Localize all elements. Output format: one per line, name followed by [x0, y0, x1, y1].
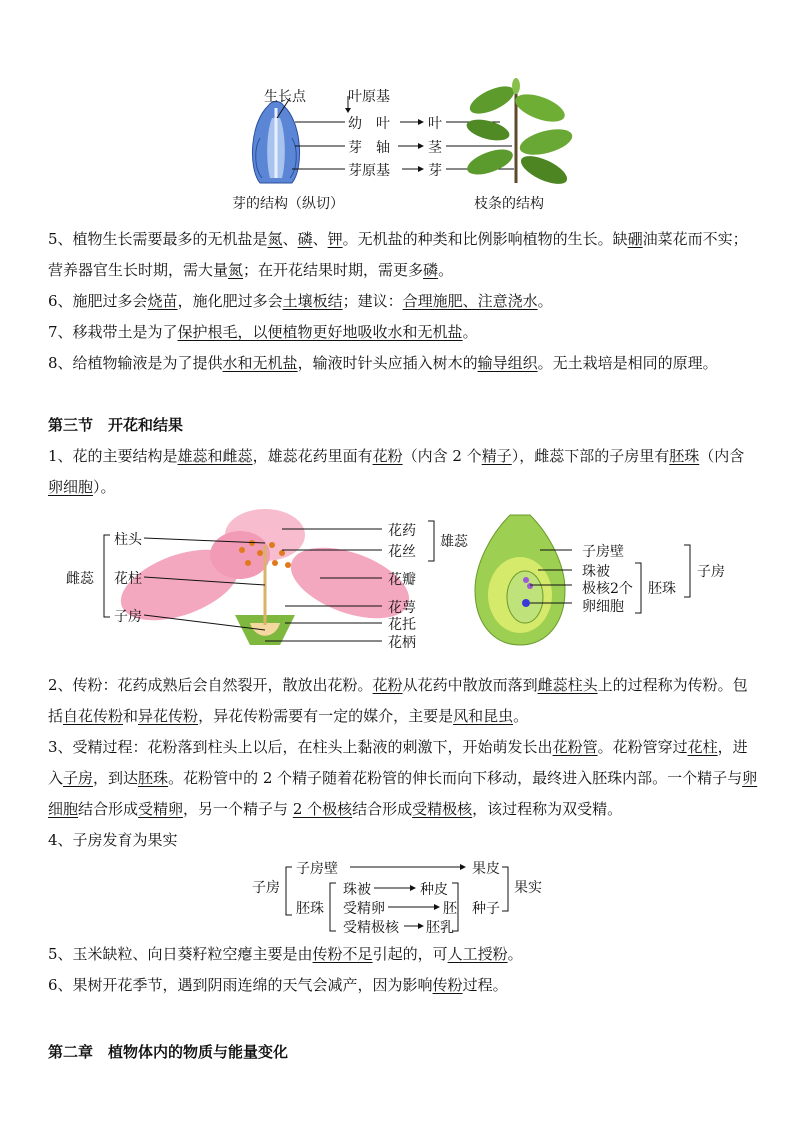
label-d-zygote: 受精卵 [343, 901, 385, 917]
underlined-answer: 传粉 [432, 976, 463, 994]
label-polar-nuclei: 极核2个 [582, 581, 633, 597]
text-segment: ，进入 [48, 738, 748, 787]
section-title-flowering: 第三节 开花和结果 [48, 416, 184, 434]
text-segment: 从花药中散放而落到 [402, 676, 538, 694]
underlined-answer: 胚珠 [669, 447, 700, 465]
text-segment: 和 [123, 707, 139, 725]
label-stigma: 柱头 [114, 532, 142, 548]
underlined-answer: 氮 [228, 261, 244, 279]
label-anther: 花药 [388, 523, 416, 539]
text-segment: ；在开花结果时期，需更多 [243, 261, 424, 279]
underlined-answer: 保护根毛，以便植物更好地吸收水和无机盐 [177, 323, 463, 341]
underlined-answer: 自花传粉 [63, 707, 124, 725]
underlined-answer: 卵细胞 [48, 478, 94, 496]
label-leaf-primordium: 叶原基 [348, 89, 390, 105]
label-d-embryo: 胚 [443, 901, 457, 917]
text-segment: 5、植物生长需要最多的无机盐是 [48, 230, 268, 248]
text-segment: 1、花的主要结构是 [48, 447, 178, 465]
underlined-answer: 烧苗 [147, 292, 178, 310]
underlined-answer: 2 个极核 [292, 800, 353, 818]
item-6-rainy-season [48, 970, 758, 1001]
underlined-answer: 花粉 [372, 447, 403, 465]
text-segment: 。 [513, 707, 529, 725]
chapter-title: 第二章 植物体内的物质与能量变化 [48, 1043, 289, 1061]
label-d-fert-polar: 受精极核 [343, 920, 399, 936]
underlined-answer: 雌蕊柱头 [537, 676, 598, 694]
label-ovule: 胚珠 [648, 581, 676, 597]
text-segment: ，施化肥过多会 [177, 292, 283, 310]
text-segment: ），雌蕊下部的子房里有 [511, 447, 670, 465]
text-segment: ，输液时针头应插入树木的 [297, 354, 478, 372]
text-segment: 8、给植物输液是为了提供 [48, 354, 223, 372]
label-filament: 花丝 [388, 544, 416, 560]
item-2-pollination [48, 670, 758, 732]
item-5-pollination-deficiency [48, 939, 758, 970]
text-segment: 。 [462, 323, 478, 341]
text-segment: 过程。 [462, 976, 508, 994]
underlined-answer: 子房 [63, 769, 94, 787]
label-leaf: 叶 [428, 116, 442, 132]
label-ovary: 子房 [114, 609, 142, 625]
text-segment: 。无土栽培是相同的原理。 [537, 354, 718, 372]
label-stem: 茎 [428, 140, 442, 156]
label-sepal: 花萼 [388, 600, 416, 616]
label-bud-axis: 芽 轴 [348, 140, 390, 156]
label-bud: 芽 [428, 163, 442, 179]
item-3-fertilization [48, 732, 758, 825]
underlined-answer: 风和昆虫 [453, 707, 514, 725]
label-d-ovary: 子房 [252, 880, 280, 896]
label-d-pericarp: 果皮 [472, 861, 500, 877]
label-bud-primordium: 芽原基 [348, 163, 390, 179]
underlined-answer: 钾 [327, 230, 343, 248]
label-pedicel: 花柄 [388, 635, 416, 651]
underlined-answer: 水和无机盐 [222, 354, 298, 372]
underlined-answer: 精子 [481, 447, 512, 465]
text-segment: 。 [438, 261, 454, 279]
item-8-infusion [48, 348, 758, 379]
text-segment: 结合形成 [78, 800, 139, 818]
underlined-answer: 胚珠 [138, 769, 169, 787]
text-segment: 5、玉米缺粒、向日葵籽粒空瘪主要是由 [48, 945, 313, 963]
shoot-illustration [464, 78, 575, 190]
label-ovary-wall: 子房壁 [582, 544, 624, 560]
underlined-answer: 传粉不足 [312, 945, 373, 963]
text-segment: 。无机盐的种类和比例影响植物的生长。缺 [342, 230, 628, 248]
label-d-seed: 种子 [472, 901, 500, 917]
text-segment: ；建议： [342, 292, 403, 310]
label-d-endosperm: 胚乳 [426, 920, 454, 936]
label-d-integument: 珠被 [343, 882, 371, 898]
label-growth-point: 生长点 [264, 89, 306, 105]
text-segment: 。花粉管穿过 [597, 738, 688, 756]
underlined-answer: 花柱 [687, 738, 718, 756]
underlined-answer: 花粉管 [552, 738, 598, 756]
label-young-leaf: 幼 叶 [348, 116, 390, 132]
text-segment: （内含 [699, 447, 745, 465]
bud-section-illustration [252, 102, 299, 184]
text-segment: 4、子房发育为果实 [48, 831, 178, 849]
label-integument: 珠被 [582, 564, 610, 580]
text-segment: ，异花传粉需要有一定的媒介，主要是 [198, 707, 454, 725]
underlined-answer: 土壤板结 [282, 292, 343, 310]
text-segment: 6、果树开花季节，遇到阴雨连绵的天气会减产，因为影响 [48, 976, 433, 994]
underlined-answer: 异花传粉 [138, 707, 199, 725]
fruit-development-diagram [240, 855, 560, 940]
text-segment: 引起的，可 [372, 945, 448, 963]
underlined-answer: 磷 [297, 230, 313, 248]
text-segment: （内含 2 个 [402, 447, 482, 465]
text-segment: 3、受精过程：花粉落到柱头上以后，在柱头上黏液的刺激下，开始萌发长出 [48, 738, 553, 756]
label-d-fruit: 果实 [514, 880, 542, 896]
underlined-answer: 人工授粉 [447, 945, 508, 963]
label-d-ovule: 胚珠 [296, 901, 324, 917]
text-segment: ，雄蕊花药里面有 [252, 447, 373, 465]
text-segment: 油菜花而不实；营养器官生长时期，需大量 [48, 230, 748, 279]
item-6-fertilizer [48, 286, 758, 317]
ovary-illustration [475, 515, 565, 645]
text-segment: 、 [282, 230, 298, 248]
underlined-answer: 输导组织 [477, 354, 538, 372]
underlined-answer: 受精卵 [138, 800, 184, 818]
underlined-answer: 合理施肥、注意浇水 [402, 292, 538, 310]
label-receptacle: 花托 [388, 617, 416, 633]
item-7-transplant [48, 317, 758, 348]
label-d-seed-coat: 种皮 [420, 882, 448, 898]
text-segment: ，该过程称为双受精。 [472, 800, 623, 818]
text-segment: 上的过程称为传粉。包括 [48, 676, 748, 725]
text-segment: ，到达 [93, 769, 139, 787]
label-pistil-group: 雌蕊 [66, 571, 94, 587]
underlined-answer: 花粉 [372, 676, 403, 694]
text-segment: 。花粉管中的 2 个精子随着花粉管的伸长而向下移动，最终进入胚珠内部。一个精子与 [168, 769, 743, 787]
underlined-answer: 卵细胞 [48, 769, 758, 818]
label-petal: 花瓣 [388, 572, 416, 588]
text-segment: 。 [537, 292, 553, 310]
text-segment: 7、移栽带土是为了 [48, 323, 178, 341]
text-segment: 6、施肥过多会 [48, 292, 148, 310]
underlined-answer: 硼 [627, 230, 643, 248]
label-egg-cell: 卵细胞 [582, 599, 624, 615]
text-segment: 、 [312, 230, 328, 248]
text-segment: 2、传粉：花药成熟后会自然裂开，散放出花粉。 [48, 676, 373, 694]
label-stamen-group: 雄蕊 [440, 534, 468, 550]
underlined-answer: 磷 [423, 261, 439, 279]
text-segment: 。 [507, 945, 523, 963]
underlined-answer: 雄蕊和雌蕊 [177, 447, 253, 465]
text-segment: ，另一个精子与 [183, 800, 293, 818]
caption-bud: 芽的结构（纵切） [232, 196, 344, 212]
caption-shoot: 枝条的结构 [474, 196, 544, 212]
label-style: 花柱 [114, 571, 142, 587]
item-5-minerals [48, 224, 758, 286]
label-d-ovary-wall: 子房壁 [296, 861, 338, 877]
item-1-flower-structure [48, 441, 758, 503]
underlined-answer: 受精极核 [412, 800, 473, 818]
text-segment: 结合形成 [352, 800, 413, 818]
underlined-answer: 氮 [267, 230, 283, 248]
item-4-fruit-development [48, 825, 758, 856]
text-segment: ）。 [93, 478, 116, 496]
label-ovary-group: 子房 [697, 564, 725, 580]
